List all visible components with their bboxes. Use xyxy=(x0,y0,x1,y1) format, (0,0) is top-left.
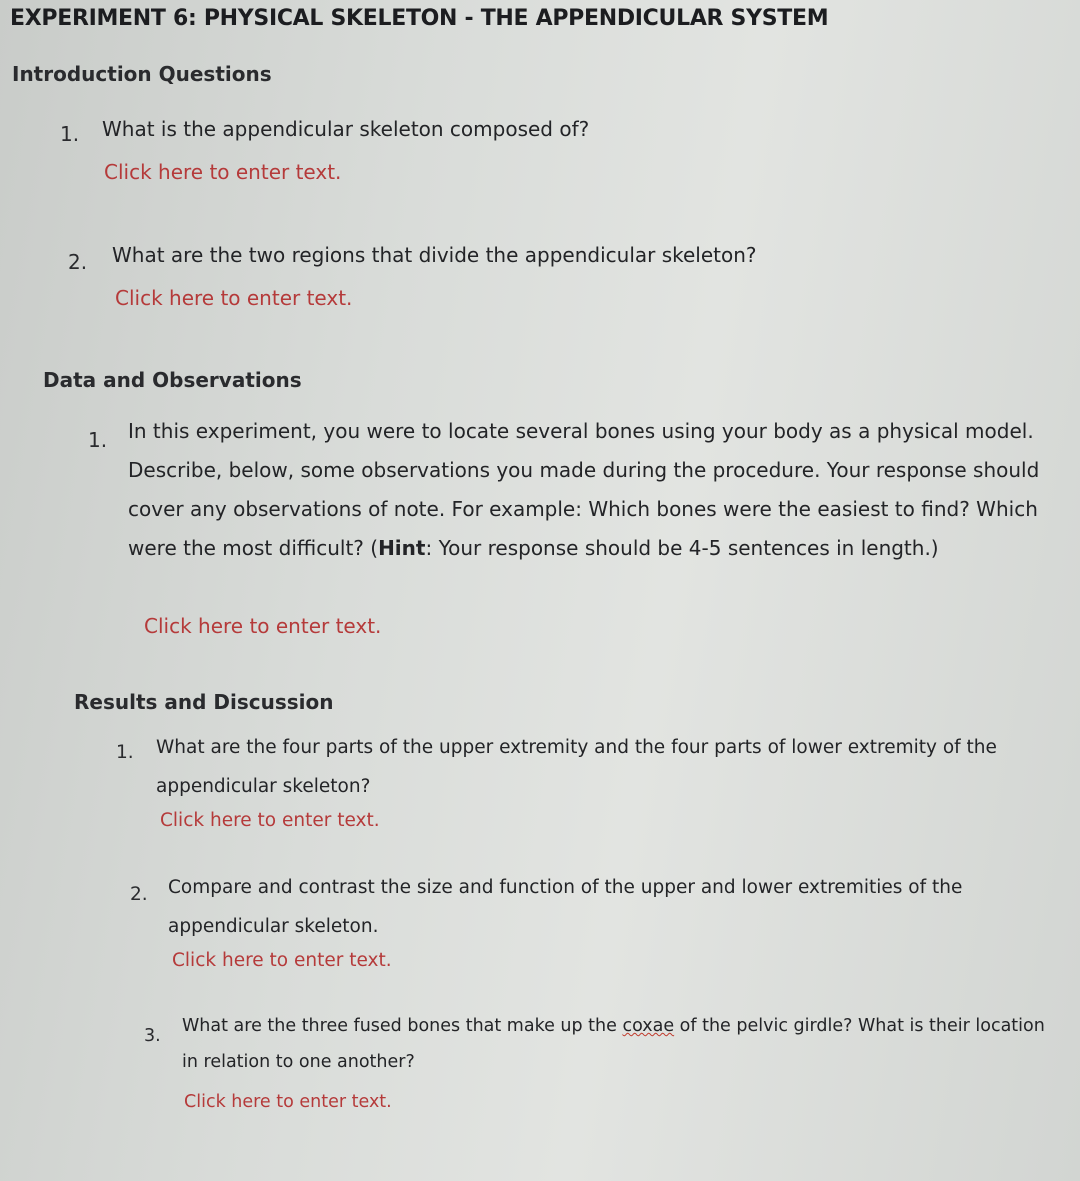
results-question-1-text: What are the four parts of the upper extremity and the four parts of lower extremity of the appendicular skeleton? xyxy=(156,737,997,797)
hint-label: Hint xyxy=(378,536,426,560)
intro-question-1-answer-field[interactable]: Click here to enter text. xyxy=(104,160,342,184)
document-title: EXPERIMENT 6: PHYSICAL SKELETON - THE APPENDICULAR SYSTEM xyxy=(10,6,829,31)
results-question-2-text: Compare and contrast the size and function of the upper and lower extremities of the appendicular skeleton. xyxy=(168,877,963,937)
intro-question-2-answer-field[interactable]: Click here to enter text. xyxy=(115,286,353,310)
question-number: 1. xyxy=(88,428,108,452)
section-heading-results-discussion: Results and Discussion xyxy=(74,690,334,714)
question-number: 3. xyxy=(144,1026,161,1046)
results-question-3-text-part: of the pelvic girdle? What is their location in relation to one another? xyxy=(182,1016,1045,1072)
results-question-1-answer-field[interactable]: Click here to enter text. xyxy=(160,810,380,831)
results-question-3-text xyxy=(182,1008,1062,1080)
question-number: 1. xyxy=(116,742,134,763)
data-question-1-answer-field[interactable]: Click here to enter text. xyxy=(144,614,382,638)
spellcheck-flagged-word[interactable]: coxae xyxy=(622,1016,675,1036)
results-question-3-answer-field[interactable]: Click here to enter text. xyxy=(184,1092,392,1112)
intro-question-1-text: What is the appendicular skeleton composed of? xyxy=(102,117,590,141)
section-heading-introduction: Introduction Questions xyxy=(12,62,272,86)
data-question-1-text-part: : Your response should be 4-5 sentences in length.) xyxy=(425,536,939,560)
question-number: 2. xyxy=(68,250,88,274)
question-number: 2. xyxy=(130,884,148,905)
section-heading-data-observations: Data and Observations xyxy=(43,368,302,392)
intro-question-2-text: What are the two regions that divide the appendicular skeleton? xyxy=(112,243,757,267)
data-question-1-text xyxy=(128,412,1040,568)
question-number: 1. xyxy=(60,122,80,146)
data-question-1-text-part: In this experiment, you were to locate several bones using your body as a physical model. Describe, below, some observations you made during the procedure. Your response should cover any observations of note. For example: Which bones were the easiest to find? Which were the most difficult? ( xyxy=(128,419,1040,560)
results-question-3-text-part: What are the three fused bones that make up the xyxy=(182,1016,623,1036)
results-question-2-answer-field[interactable]: Click here to enter text. xyxy=(172,950,392,971)
